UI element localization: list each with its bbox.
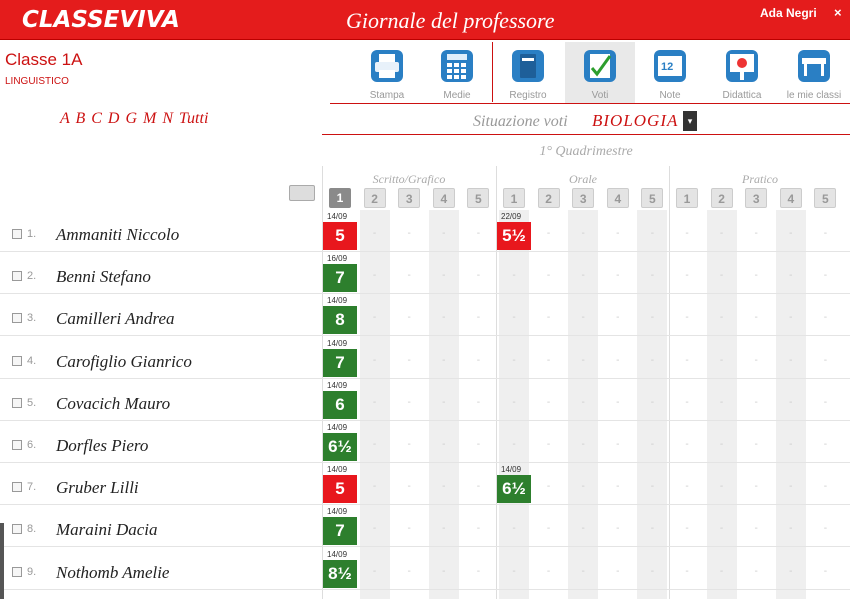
app-title: Giornale del professore <box>346 8 555 33</box>
toolbar-medie-button[interactable] <box>430 42 484 104</box>
empty-grade-cell[interactable]: - <box>754 523 758 535</box>
empty-grade-cell[interactable]: - <box>823 354 828 366</box>
empty-grade-cell[interactable]: - <box>442 439 446 450</box>
empty-grade-cell[interactable]: - <box>823 439 828 450</box>
empty-grade-cell[interactable]: - <box>372 228 377 239</box>
student-checkbox[interactable] <box>12 398 22 408</box>
empty-grade-cell[interactable]: - <box>719 228 724 239</box>
grade-date: 22/09 <box>501 212 522 221</box>
column-header-14[interactable]: 4 <box>780 188 802 208</box>
empty-grade-cell[interactable]: - <box>372 523 377 535</box>
empty-grade-cell[interactable]: - <box>442 523 446 535</box>
group-scritto-label: Scritto/Grafico <box>372 172 446 186</box>
empty-grade-cell[interactable]: - <box>754 312 758 324</box>
student-number: 8. <box>27 523 37 536</box>
empty-grade-cell[interactable]: - <box>512 312 516 324</box>
toolbar-label: Medie <box>443 90 471 101</box>
empty-grade-cell[interactable]: - <box>476 439 481 450</box>
empty-grade-cell[interactable]: - <box>476 312 481 324</box>
window-edge <box>0 523 4 599</box>
empty-grade-cell[interactable]: - <box>685 396 689 408</box>
grade-value[interactable]: 8½ <box>323 560 357 588</box>
empty-grade-cell[interactable]: - <box>685 354 689 366</box>
empty-grade-cell[interactable]: - <box>546 396 551 408</box>
grade-value[interactable]: 5½ <box>497 222 531 250</box>
toolbar-label: Note <box>659 90 681 101</box>
student-row[interactable] <box>0 421 850 463</box>
empty-grade-cell[interactable]: - <box>789 439 793 450</box>
empty-grade-cell[interactable]: - <box>685 565 689 577</box>
empty-grade-cell[interactable]: - <box>685 439 689 450</box>
student-number: 4. <box>27 354 37 367</box>
student-row[interactable] <box>0 548 850 590</box>
empty-grade-cell[interactable]: - <box>616 312 620 324</box>
letter-filter[interactable]: A B C D G M N Tutti <box>60 110 209 127</box>
empty-grade-cell[interactable]: - <box>546 270 551 282</box>
empty-grade-cell[interactable]: - <box>442 481 446 493</box>
empty-grade-cell[interactable]: - <box>407 523 411 535</box>
empty-grade-cell[interactable]: - <box>754 439 758 450</box>
class-name: Classe 1A <box>5 50 83 69</box>
toolbar-le-mie-classi-button[interactable] <box>778 42 850 104</box>
empty-grade-cell[interactable]: - <box>789 523 793 535</box>
toolbar-label: Stampa <box>369 90 405 101</box>
empty-grade-cell[interactable]: - <box>616 396 620 408</box>
empty-grade-cell[interactable]: - <box>754 396 758 408</box>
grades-checklist-icon <box>580 46 620 86</box>
empty-grade-cell[interactable]: - <box>442 565 446 577</box>
empty-grade-cell[interactable]: - <box>719 565 724 577</box>
empty-grade-cell[interactable]: - <box>650 312 655 324</box>
empty-grade-cell[interactable]: - <box>823 396 828 408</box>
grade-value[interactable]: 5 <box>323 222 357 250</box>
grade-value[interactable]: 6½ <box>323 433 357 461</box>
student-row[interactable] <box>0 252 850 294</box>
grade-date: 14/09 <box>327 296 348 306</box>
empty-grade-cell[interactable]: - <box>789 354 793 366</box>
column-header-12[interactable]: 2 <box>711 188 733 208</box>
toolbar-didattica-button[interactable] <box>712 42 772 104</box>
empty-grade-cell[interactable]: - <box>754 270 758 282</box>
student-row[interactable] <box>0 294 850 336</box>
student-name[interactable]: Maraini Dacia <box>56 520 158 540</box>
column-header-2[interactable]: 2 <box>364 188 386 208</box>
column-header-1[interactable]: 1 <box>329 188 351 208</box>
empty-grade-cell[interactable]: - <box>407 228 411 239</box>
grade-value[interactable]: 5 <box>323 475 357 503</box>
empty-grade-cell[interactable]: - <box>476 228 481 239</box>
grade-date: 14/09 <box>501 465 522 475</box>
empty-grade-cell[interactable]: - <box>719 523 724 535</box>
empty-grade-cell[interactable]: - <box>754 481 758 493</box>
student-row[interactable] <box>0 379 850 421</box>
empty-grade-cell[interactable]: - <box>823 228 828 239</box>
group-orale-label: Orale <box>569 172 597 186</box>
empty-grade-cell[interactable]: - <box>546 228 551 239</box>
empty-grade-cell[interactable]: - <box>650 354 655 366</box>
empty-grade-cell[interactable]: - <box>719 354 724 366</box>
grade-date: 14/09 <box>327 549 348 559</box>
empty-grade-cell[interactable]: - <box>650 481 655 493</box>
empty-grade-cell[interactable]: - <box>789 396 793 408</box>
empty-grade-cell[interactable]: - <box>512 270 516 282</box>
empty-grade-cell[interactable]: - <box>512 565 516 577</box>
empty-grade-cell[interactable]: - <box>407 396 411 408</box>
grade-date: 14/09 <box>327 380 348 390</box>
student-name[interactable]: Ammaniti Niccolo <box>56 225 180 244</box>
empty-grade-cell[interactable]: - <box>407 439 411 450</box>
toolbar-underline <box>330 103 850 104</box>
subject-select[interactable]: BIOLOGIA <box>592 111 679 130</box>
column-header-10[interactable]: 5 <box>641 188 663 208</box>
toolbar-note-button[interactable] <box>642 42 698 104</box>
empty-grade-cell[interactable]: - <box>581 228 585 239</box>
column-header-11[interactable]: 1 <box>676 188 698 208</box>
empty-grade-cell[interactable]: - <box>442 270 446 282</box>
toolbar-label: le mie classi <box>786 90 842 101</box>
app-logo: CLASSEVIVA <box>22 7 180 33</box>
column-header-7[interactable]: 2 <box>538 188 560 208</box>
empty-grade-cell[interactable]: - <box>546 565 551 577</box>
grade-date: 14/09 <box>327 212 348 221</box>
grade-date: 16/09 <box>327 254 348 264</box>
student-number: 9. <box>27 565 37 578</box>
empty-grade-cell[interactable]: - <box>650 396 655 408</box>
empty-grade-cell[interactable]: - <box>650 565 655 577</box>
empty-grade-cell[interactable]: - <box>650 439 655 450</box>
empty-grade-cell[interactable]: - <box>372 354 377 366</box>
grade-value[interactable]: 7 <box>323 349 357 377</box>
student-row[interactable] <box>0 210 850 252</box>
student-checkbox[interactable] <box>12 567 22 577</box>
student-number: 6. <box>27 439 37 451</box>
empty-grade-cell[interactable]: - <box>685 481 689 493</box>
empty-grade-cell[interactable]: - <box>546 523 551 535</box>
period-label: 1° Quadrimestre <box>539 144 633 159</box>
empty-grade-cell[interactable]: - <box>616 228 620 239</box>
empty-grade-cell[interactable]: - <box>789 228 793 239</box>
empty-grade-cell[interactable]: - <box>581 270 585 282</box>
toolbar-label: Voti <box>591 90 609 101</box>
empty-grade-cell[interactable]: - <box>546 354 551 366</box>
toolbar-label: Didattica <box>722 90 762 101</box>
student-number: 1. <box>27 228 37 240</box>
empty-grade-cell[interactable]: - <box>789 312 793 324</box>
calculator-icon <box>437 46 477 86</box>
empty-grade-cell[interactable]: - <box>581 312 585 324</box>
toolbar-separator <box>492 42 493 102</box>
empty-grade-cell[interactable]: - <box>581 565 585 577</box>
column-header-8[interactable]: 3 <box>572 188 594 208</box>
student-number: 3. <box>27 312 37 325</box>
empty-grade-cell[interactable]: - <box>616 439 620 450</box>
empty-grade-cell[interactable]: - <box>476 523 481 535</box>
empty-grade-cell[interactable]: - <box>616 481 620 493</box>
empty-grade-cell[interactable]: - <box>407 481 411 493</box>
student-name[interactable]: Benni Stefano <box>56 267 151 287</box>
student-checkbox[interactable] <box>12 524 22 534</box>
grade-value[interactable]: 7 <box>323 264 357 292</box>
close-button[interactable]: × <box>834 5 842 20</box>
empty-grade-cell[interactable]: - <box>476 481 481 493</box>
empty-grade-cell[interactable]: - <box>789 270 793 282</box>
student-name[interactable]: Nothomb Amelie <box>56 562 170 582</box>
empty-grade-cell[interactable]: - <box>719 270 724 282</box>
empty-grade-cell[interactable]: - <box>372 270 377 282</box>
empty-grade-cell[interactable]: - <box>372 439 377 450</box>
grade-value[interactable]: 6½ <box>497 475 531 503</box>
column-header-6[interactable]: 1 <box>503 188 525 208</box>
desk-icon <box>794 46 834 86</box>
class-subtitle: LINGUISTICO <box>5 76 69 87</box>
empty-grade-cell[interactable]: - <box>476 565 481 577</box>
empty-grade-cell[interactable]: - <box>616 523 620 535</box>
empty-grade-cell[interactable]: - <box>372 312 377 324</box>
student-checkbox[interactable] <box>12 482 22 492</box>
empty-grade-cell[interactable]: - <box>546 481 551 493</box>
empty-grade-cell[interactable]: - <box>685 523 689 535</box>
empty-grade-cell[interactable]: - <box>616 270 620 282</box>
empty-grade-cell[interactable]: - <box>754 565 758 577</box>
student-row[interactable] <box>0 505 850 547</box>
student-name[interactable]: Carofiglio Gianrico <box>56 351 192 371</box>
empty-grade-cell[interactable]: - <box>407 312 411 324</box>
empty-grade-cell[interactable]: - <box>407 565 411 577</box>
empty-grade-cell[interactable]: - <box>512 523 516 535</box>
student-row[interactable] <box>0 463 850 505</box>
empty-grade-cell[interactable]: - <box>650 523 655 535</box>
empty-grade-cell[interactable]: - <box>442 312 446 324</box>
user-name[interactable]: Ada Negri <box>760 6 817 20</box>
grade-date: 14/09 <box>327 423 348 432</box>
empty-grade-cell[interactable]: - <box>512 354 516 366</box>
empty-grade-cell[interactable]: - <box>476 354 481 366</box>
student-number: 2. <box>27 270 37 283</box>
group-pratico-label: Pratico <box>742 172 778 186</box>
empty-grade-cell[interactable]: - <box>685 312 689 324</box>
empty-grade-cell[interactable]: - <box>546 312 551 324</box>
toolbar-stampa-button[interactable] <box>360 42 414 104</box>
situazione-voti-label: Situazione voti <box>473 113 568 130</box>
empty-grade-cell[interactable]: - <box>372 565 377 577</box>
subject-dropdown-button[interactable]: ▾ <box>683 111 697 131</box>
empty-grade-cell[interactable]: - <box>581 481 585 493</box>
empty-grade-cell[interactable]: - <box>476 270 481 282</box>
student-number: 7. <box>27 481 37 494</box>
empty-grade-cell[interactable]: - <box>719 396 724 408</box>
empty-grade-cell[interactable]: - <box>372 396 377 408</box>
student-name[interactable]: Dorfles Piero <box>56 436 149 455</box>
column-header-3[interactable]: 3 <box>398 188 420 208</box>
column-header-4[interactable]: 4 <box>433 188 455 208</box>
empty-grade-cell[interactable]: - <box>581 523 585 535</box>
grade-value[interactable]: 7 <box>323 517 357 545</box>
student-checkbox[interactable] <box>12 271 22 281</box>
empty-grade-cell[interactable]: - <box>823 270 828 282</box>
empty-grade-cell[interactable]: - <box>512 439 516 450</box>
empty-grade-cell[interactable]: - <box>754 228 758 239</box>
student-checkbox[interactable] <box>12 313 22 323</box>
grade-date: 14/09 <box>327 507 348 517</box>
column-header-15[interactable]: 5 <box>814 188 836 208</box>
empty-grade-cell[interactable]: - <box>754 354 758 366</box>
toolbar-voti-button[interactable] <box>565 42 635 104</box>
empty-grade-cell[interactable]: - <box>719 312 724 324</box>
column-header-13[interactable]: 3 <box>745 188 767 208</box>
empty-grade-cell[interactable]: - <box>512 396 516 408</box>
empty-grade-cell[interactable]: - <box>685 228 689 239</box>
empty-grade-cell[interactable]: - <box>823 312 828 324</box>
printer-icon <box>367 46 407 86</box>
empty-grade-cell[interactable]: - <box>719 439 724 450</box>
empty-grade-cell[interactable]: - <box>616 565 620 577</box>
empty-grade-cell[interactable]: - <box>442 228 446 239</box>
empty-grade-cell[interactable]: - <box>581 354 585 366</box>
empty-grade-cell[interactable]: - <box>546 439 551 450</box>
empty-grade-cell[interactable]: - <box>372 481 377 493</box>
empty-grade-cell[interactable]: - <box>719 481 724 493</box>
presentation-board-icon <box>722 46 762 86</box>
empty-grade-cell[interactable]: - <box>581 439 585 450</box>
empty-grade-cell[interactable]: - <box>442 396 446 408</box>
empty-grade-cell[interactable]: - <box>789 481 793 493</box>
student-name[interactable]: Covacich Mauro <box>56 393 171 413</box>
empty-grade-cell[interactable]: - <box>823 481 828 493</box>
empty-grade-cell[interactable]: - <box>407 354 411 366</box>
empty-grade-cell[interactable]: - <box>650 270 655 282</box>
student-number: 5. <box>27 396 37 409</box>
calendar-12-icon <box>650 46 690 86</box>
grade-date: 14/09 <box>327 338 348 348</box>
student-checkbox[interactable] <box>12 356 22 366</box>
register-book-icon <box>508 46 548 86</box>
empty-grade-cell[interactable]: - <box>823 565 828 577</box>
empty-grade-cell[interactable]: - <box>442 354 446 366</box>
student-name[interactable]: Gruber Lilli <box>56 478 139 498</box>
empty-grade-cell[interactable]: - <box>685 270 689 282</box>
top-bar <box>0 0 850 40</box>
grade-value[interactable]: 6 <box>323 391 357 419</box>
empty-grade-cell[interactable]: - <box>823 523 828 535</box>
svg-text:12: 12 <box>661 61 674 73</box>
header-rule <box>322 134 850 135</box>
student-name[interactable]: Camilleri Andrea <box>56 309 175 329</box>
empty-grade-cell[interactable]: - <box>476 396 481 408</box>
empty-grade-cell[interactable]: - <box>407 270 411 282</box>
empty-grade-cell[interactable]: - <box>616 354 620 366</box>
keyboard-icon[interactable] <box>289 185 315 201</box>
toolbar-registro-button[interactable] <box>500 42 556 104</box>
student-checkbox[interactable] <box>12 440 22 450</box>
empty-grade-cell[interactable]: - <box>789 565 793 577</box>
empty-grade-cell[interactable]: - <box>581 396 585 408</box>
toolbar-label: Registro <box>509 90 547 101</box>
student-checkbox[interactable] <box>12 229 22 239</box>
grade-value[interactable]: 8 <box>323 306 357 334</box>
empty-grade-cell[interactable]: - <box>650 228 655 239</box>
column-header-9[interactable]: 4 <box>607 188 629 208</box>
column-header-5[interactable]: 5 <box>467 188 489 208</box>
student-row[interactable] <box>0 337 850 379</box>
grade-date: 14/09 <box>327 465 348 475</box>
